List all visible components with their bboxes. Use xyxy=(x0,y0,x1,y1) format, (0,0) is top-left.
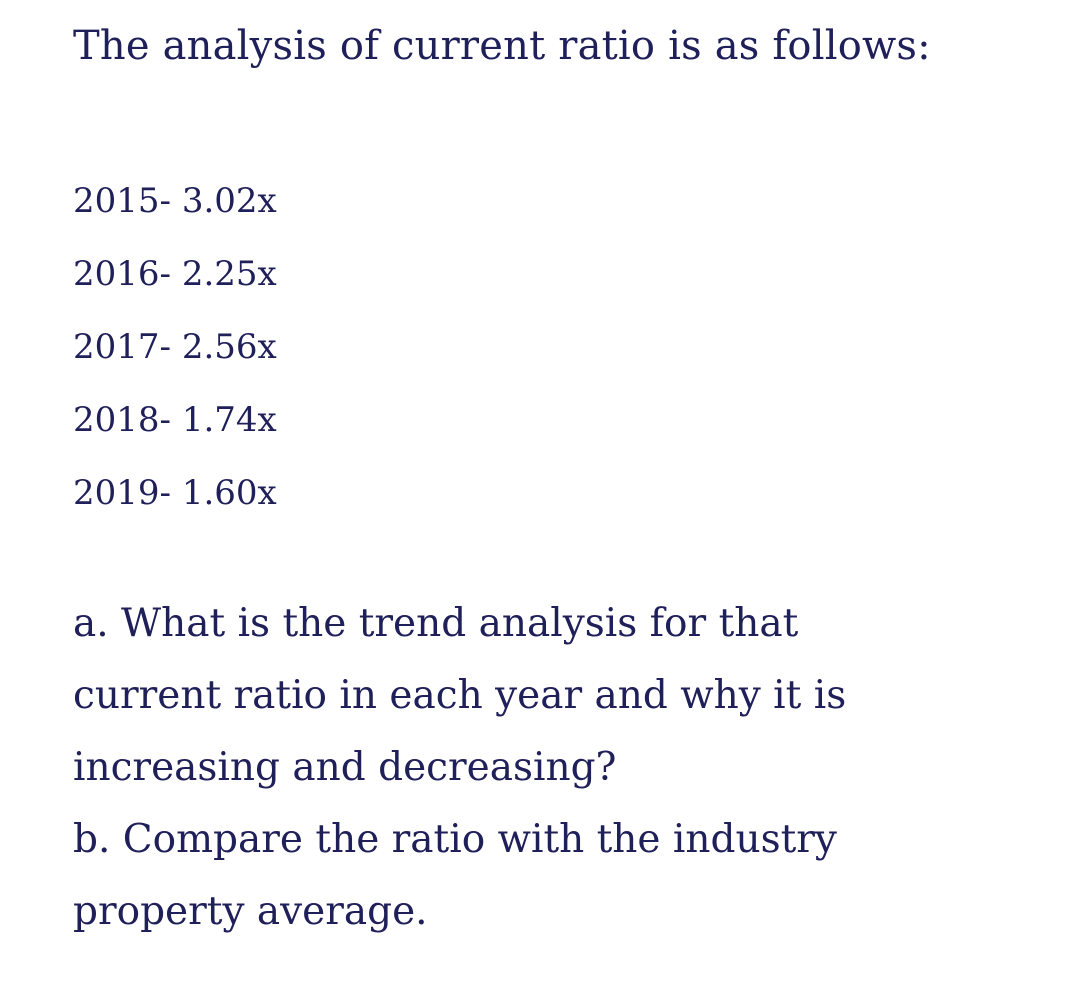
ratio-separator: - xyxy=(159,254,182,294)
ratio-value: 1.60x xyxy=(181,473,277,513)
page-heading: The analysis of current ratio is as follows: xyxy=(73,23,931,69)
ratio-row-2016 xyxy=(73,238,277,311)
ratio-value: 2.25x xyxy=(181,254,277,294)
ratio-value: 2.56x xyxy=(181,327,277,367)
ratio-year: 2019 xyxy=(73,473,160,513)
questions-block xyxy=(73,588,846,948)
ratio-separator: - xyxy=(159,400,182,440)
ratio-separator: - xyxy=(159,181,182,221)
ratio-row-2018 xyxy=(73,384,277,457)
ratio-row-2015 xyxy=(73,165,277,238)
question-b-line-1: b. Compare the ratio with the industry xyxy=(73,817,837,862)
ratio-row-2019 xyxy=(73,457,277,530)
ratio-value: 1.74x xyxy=(181,400,277,440)
ratio-year: 2018 xyxy=(73,400,160,440)
ratio-year: 2015 xyxy=(73,181,160,221)
ratio-separator: - xyxy=(159,473,182,513)
question-b-line-2: property average. xyxy=(73,889,428,934)
ratio-value: 3.02x xyxy=(181,181,277,221)
ratio-row-2017 xyxy=(73,311,277,384)
ratio-year: 2017 xyxy=(73,327,160,367)
question-a-line-1: a. What is the trend analysis for that xyxy=(73,601,799,646)
current-ratio-list xyxy=(73,165,277,530)
ratio-separator: - xyxy=(159,327,182,367)
question-a-line-3: increasing and decreasing? xyxy=(73,745,617,790)
ratio-year: 2016 xyxy=(73,254,160,294)
question-a-line-2: current ratio in each year and why it is xyxy=(73,673,847,718)
